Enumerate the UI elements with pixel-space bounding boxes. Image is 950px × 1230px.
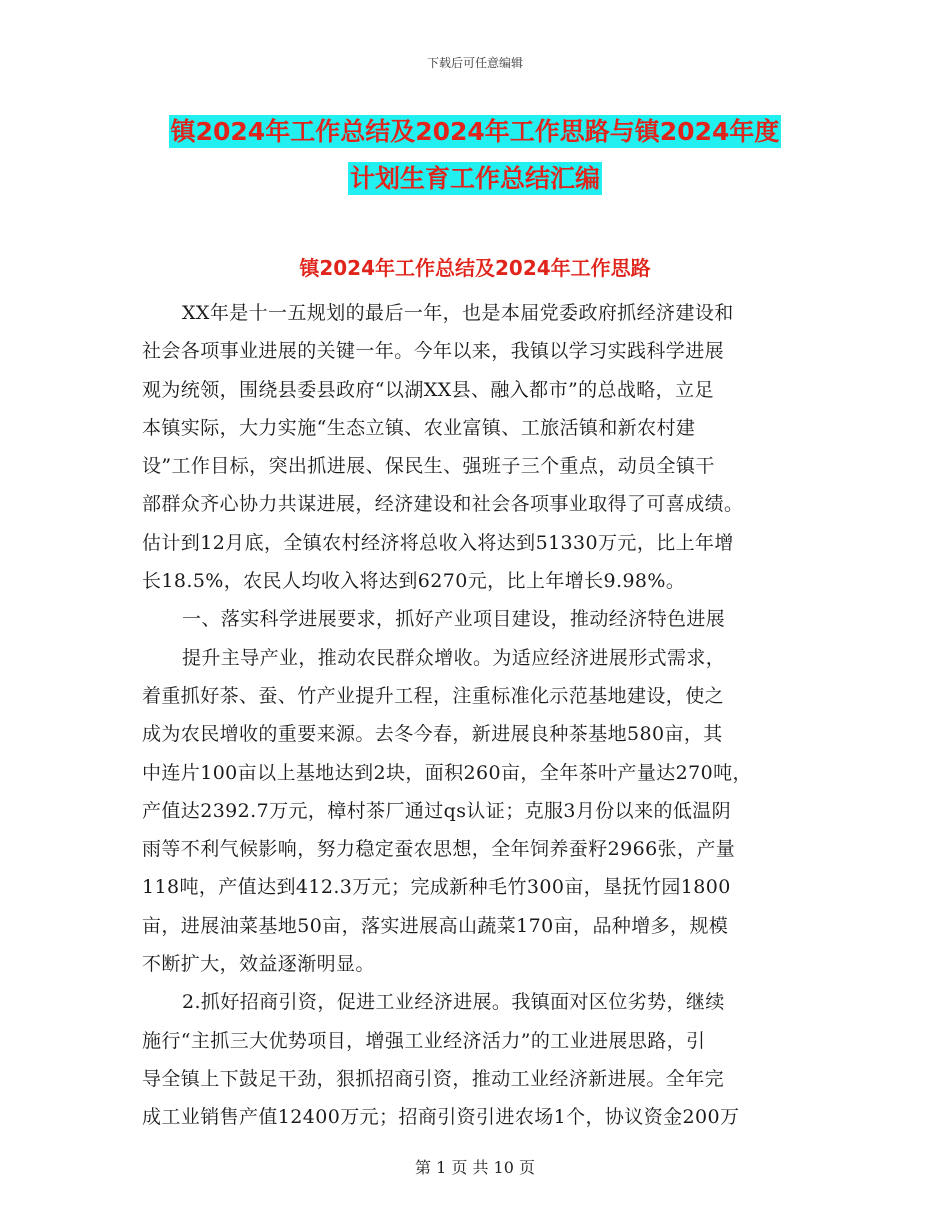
paragraph-line: 施行“主抓三大优势项目，增强工业经济活力”的工业进展思路，引	[142, 1029, 706, 1052]
paragraph-line: 观为统领，围绕县委县政府“以湖XX县、融入都市”的总战略，立足	[142, 378, 714, 401]
paragraph-line: 亩，进展油菜基地50亩，落实进展高山蔬菜170亩，品种增多，规模	[142, 914, 729, 937]
page-footer: 第 1 页 共 10 页	[415, 1158, 535, 1177]
paragraph-line: 不断扩大，效益逐渐明显。	[142, 953, 375, 976]
body-text	[142, 294, 822, 1137]
document-title-line-2	[0, 159, 950, 195]
paragraph-line: 估计到12月底，全镇农村经济将总收入将达到51330万元，比上年增	[142, 531, 734, 554]
paragraph-line: 118吨，产值达到412.3万元；完成新种毛竹300亩，垦抚竹园1800	[142, 876, 731, 899]
header-note: 下载后可任意编辑	[426, 56, 523, 70]
paragraph-line: 着重抓好茶、蚕、竹产业提升工程，注重标准化示范基地建设，使之	[142, 684, 725, 707]
paragraph-line: 成工业销售产值12400万元；招商引资引进农场1个，协议资金200万	[142, 1106, 740, 1129]
paragraph-line: 社会各项事业进展的关键一年。今年以来，我镇以学习实践科学进展	[142, 340, 725, 363]
document-title-line-1-text: 镇2024年工作总结及2024年工作思路与镇2024年度	[170, 117, 780, 146]
paragraph-line: XX年是十一五规划的最后一年，也是本届党委政府抓经济建设和	[182, 302, 734, 324]
paragraph-line: 提升主导产业，推动农民群众增收。为适应经济进展形式需求，	[182, 646, 726, 669]
paragraph-line: 中连片100亩以上基地达到2块，面积260亩，全年茶叶产量达270吨，	[142, 761, 752, 784]
paragraph-line: 导全镇上下鼓足干劲，狠抓招商引资，推动工业经济新进展。全年完	[142, 1067, 725, 1090]
section-title: 镇2024年工作总结及2024年工作思路	[299, 256, 651, 280]
section-heading-line: 一、落实科学进展要求，抓好产业项目建设，推动经济特色进展	[182, 608, 726, 631]
paragraph-line: 本镇实际，大力实施“生态立镇、农业富镇、工旅活镇和新农村建	[142, 416, 696, 439]
paragraph-line: 雨等不利气候影响，努力稳定蚕农思想，全年饲养蚕籽2966张，产量	[142, 838, 736, 861]
paragraph-line: 长18.5%，农民人均收入将达到6270元，比上年增长9.98%。	[142, 570, 686, 593]
paragraph-line: 2.抓好招商引资，促进工业经济进展。我镇面对区位劣势，继续	[182, 991, 725, 1014]
paragraph-line: 部群众齐心协力共谋进展，经济建设和社会各项事业取得了可喜成绩。	[142, 493, 744, 516]
document-title-line-2-text: 计划生育工作总结汇编	[349, 164, 600, 193]
document-title-line-1	[0, 112, 950, 148]
paragraph-line: 设”工作目标，突出抓进展、保民生、强班子三个重点，动员全镇干	[142, 455, 715, 478]
paragraph-line: 产值达2392.7万元，樟村茶厂通过qs认证；克服3月份以来的低温阴	[142, 799, 732, 822]
paragraph-line: 成为农民增收的重要来源。去冬今春，新进展良种茶基地580亩，其	[142, 723, 723, 746]
